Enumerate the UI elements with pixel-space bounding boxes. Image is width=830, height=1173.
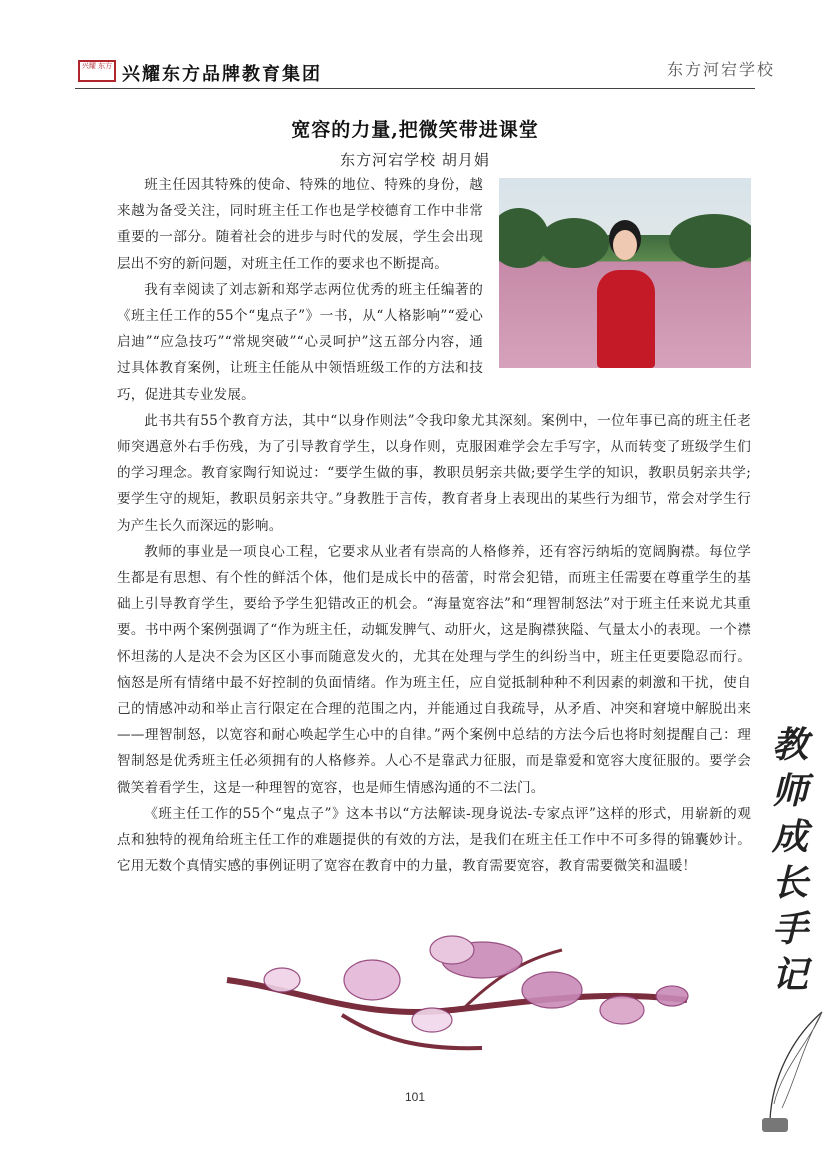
- person-red-dress: [597, 270, 655, 368]
- vertical-title-char: 长: [771, 862, 808, 904]
- paragraph: 我有幸阅读了刘志新和郑学志两位优秀的班主任编著的《班主任工作的55个“鬼点子”》一书，从“人格影响”“爱心启迪”“应急技巧”“常规突破”“心灵呵护”这五部分内容，通过具体教育案例，让班主任能从中领悟班级工作的方法和技巧，促进其专业发展。: [117, 281, 483, 403]
- paragraph: 此书共有55个教育方法，其中“以身作则法”令我印象尤其深刻。案例中，一位年事已高的班主任老师突遇意外右手伤残，为了引导教育学生，以身作则，克服困难学会左手写字，从而转变了班级学生们的学习理念。教育家陶行知说过：“要学生做的事，教职员躬亲共做;要学生学的知识，教职员躬亲共学;要学生守的规矩，教职员躬亲共守。”身教胜于言传，教育者身上表现出的某些行为细节，常会对学生行为产生长久而深远的影响。: [117, 412, 751, 534]
- vertical-title-char: 记: [771, 954, 808, 996]
- person-head: [613, 230, 637, 260]
- vertical-title: [768, 722, 812, 998]
- article-author: 东方河宕学校 胡月娟: [340, 151, 490, 169]
- group-name: 兴耀东方品牌教育集团: [122, 64, 322, 85]
- article-title: 宽容的力量,把微笑带进课堂: [291, 119, 539, 141]
- tree-shape: [669, 214, 751, 268]
- vertical-title-char: 教: [771, 724, 808, 766]
- page-header: [0, 0, 830, 90]
- tree-shape: [539, 218, 609, 268]
- logo-text: 兴耀 东方: [81, 62, 113, 70]
- vertical-title-char: 师: [771, 770, 808, 812]
- vertical-title-char: 成: [771, 816, 808, 858]
- paragraph: 教师的事业是一项良心工程，它要求从业者有崇高的人格修养，还有容污纳垢的宽阔胸襟。每位学生都是有思想、有个性的鲜活个体，他们是成长中的蓓蕾，时常会犯错，而班主任需要在尊重学生的基础上引导教育学生，要给予学生犯错改正的机会。“海量宽容法”和“理智制怒法”对于班主任来说尤其重要。书中两个案例强调了“作为班主任，动辄发脾气、动肝火，这是胸襟狭隘、气量太小的表现。一个襟怀坦荡的人是决不会为区区小事而随意发火的，尤其在处理与学生的纠纷当中，班主任更要隐忍而行。恼怒是所有情绪中最不好控制的负面情绪。作为班主任，应自觉抵制种种不利因素的刺激和干扰，使自己的情感冲动和举止言行限定在合理的范围之内，并能通过自我疏导，从矛盾、冲突和窘境中解脱出来——理智制怒，以宽容和耐心唤起学生心中的自律。”两个案例中总结的方法今后也将时刻提醒自己：理智制怒是优秀班主任必须拥有的人格修养。人心不是靠武力征服，而是靠爱和宽容大度征服的。要学会微笑着看学生，这是一种理智的宽容，也是师生情感沟通的不二法门。: [117, 543, 751, 796]
- magnolia-illustration: [222, 920, 692, 1065]
- article-body: [117, 172, 751, 879]
- header-school-name: 东方河宕学校: [667, 60, 776, 79]
- group-logo: [78, 60, 116, 82]
- author-photo: [499, 178, 751, 368]
- page-number: 101: [404, 1090, 426, 1104]
- header-divider: [75, 88, 755, 89]
- paragraph: 班主任因其特殊的使命、特殊的地位、特殊的身份，越来越为备受关注，同时班主任工作也是学校德育工作中非常重要的一部分。随着社会的进步与时代的发展，学生会出现层出不穷的新问题，对班主任工作的要求也不断提高。: [117, 177, 483, 272]
- paragraph: 《班主任工作的55个“鬼点子”》这本书以“方法解读-现身说法-专家点评”这样的形式，用崭新的观点和独特的视角给班主任工作的难题提供的有效的方法，是我们在班主任工作中不可多得的锦囊妙计。它用无数个真情实感的事例证明了宽容在教育中的力量，教育需要宽容，教育需要微笑和温暖！: [117, 805, 751, 875]
- quill-pen-icon: [752, 1008, 828, 1138]
- vertical-title-char: 手: [771, 908, 808, 950]
